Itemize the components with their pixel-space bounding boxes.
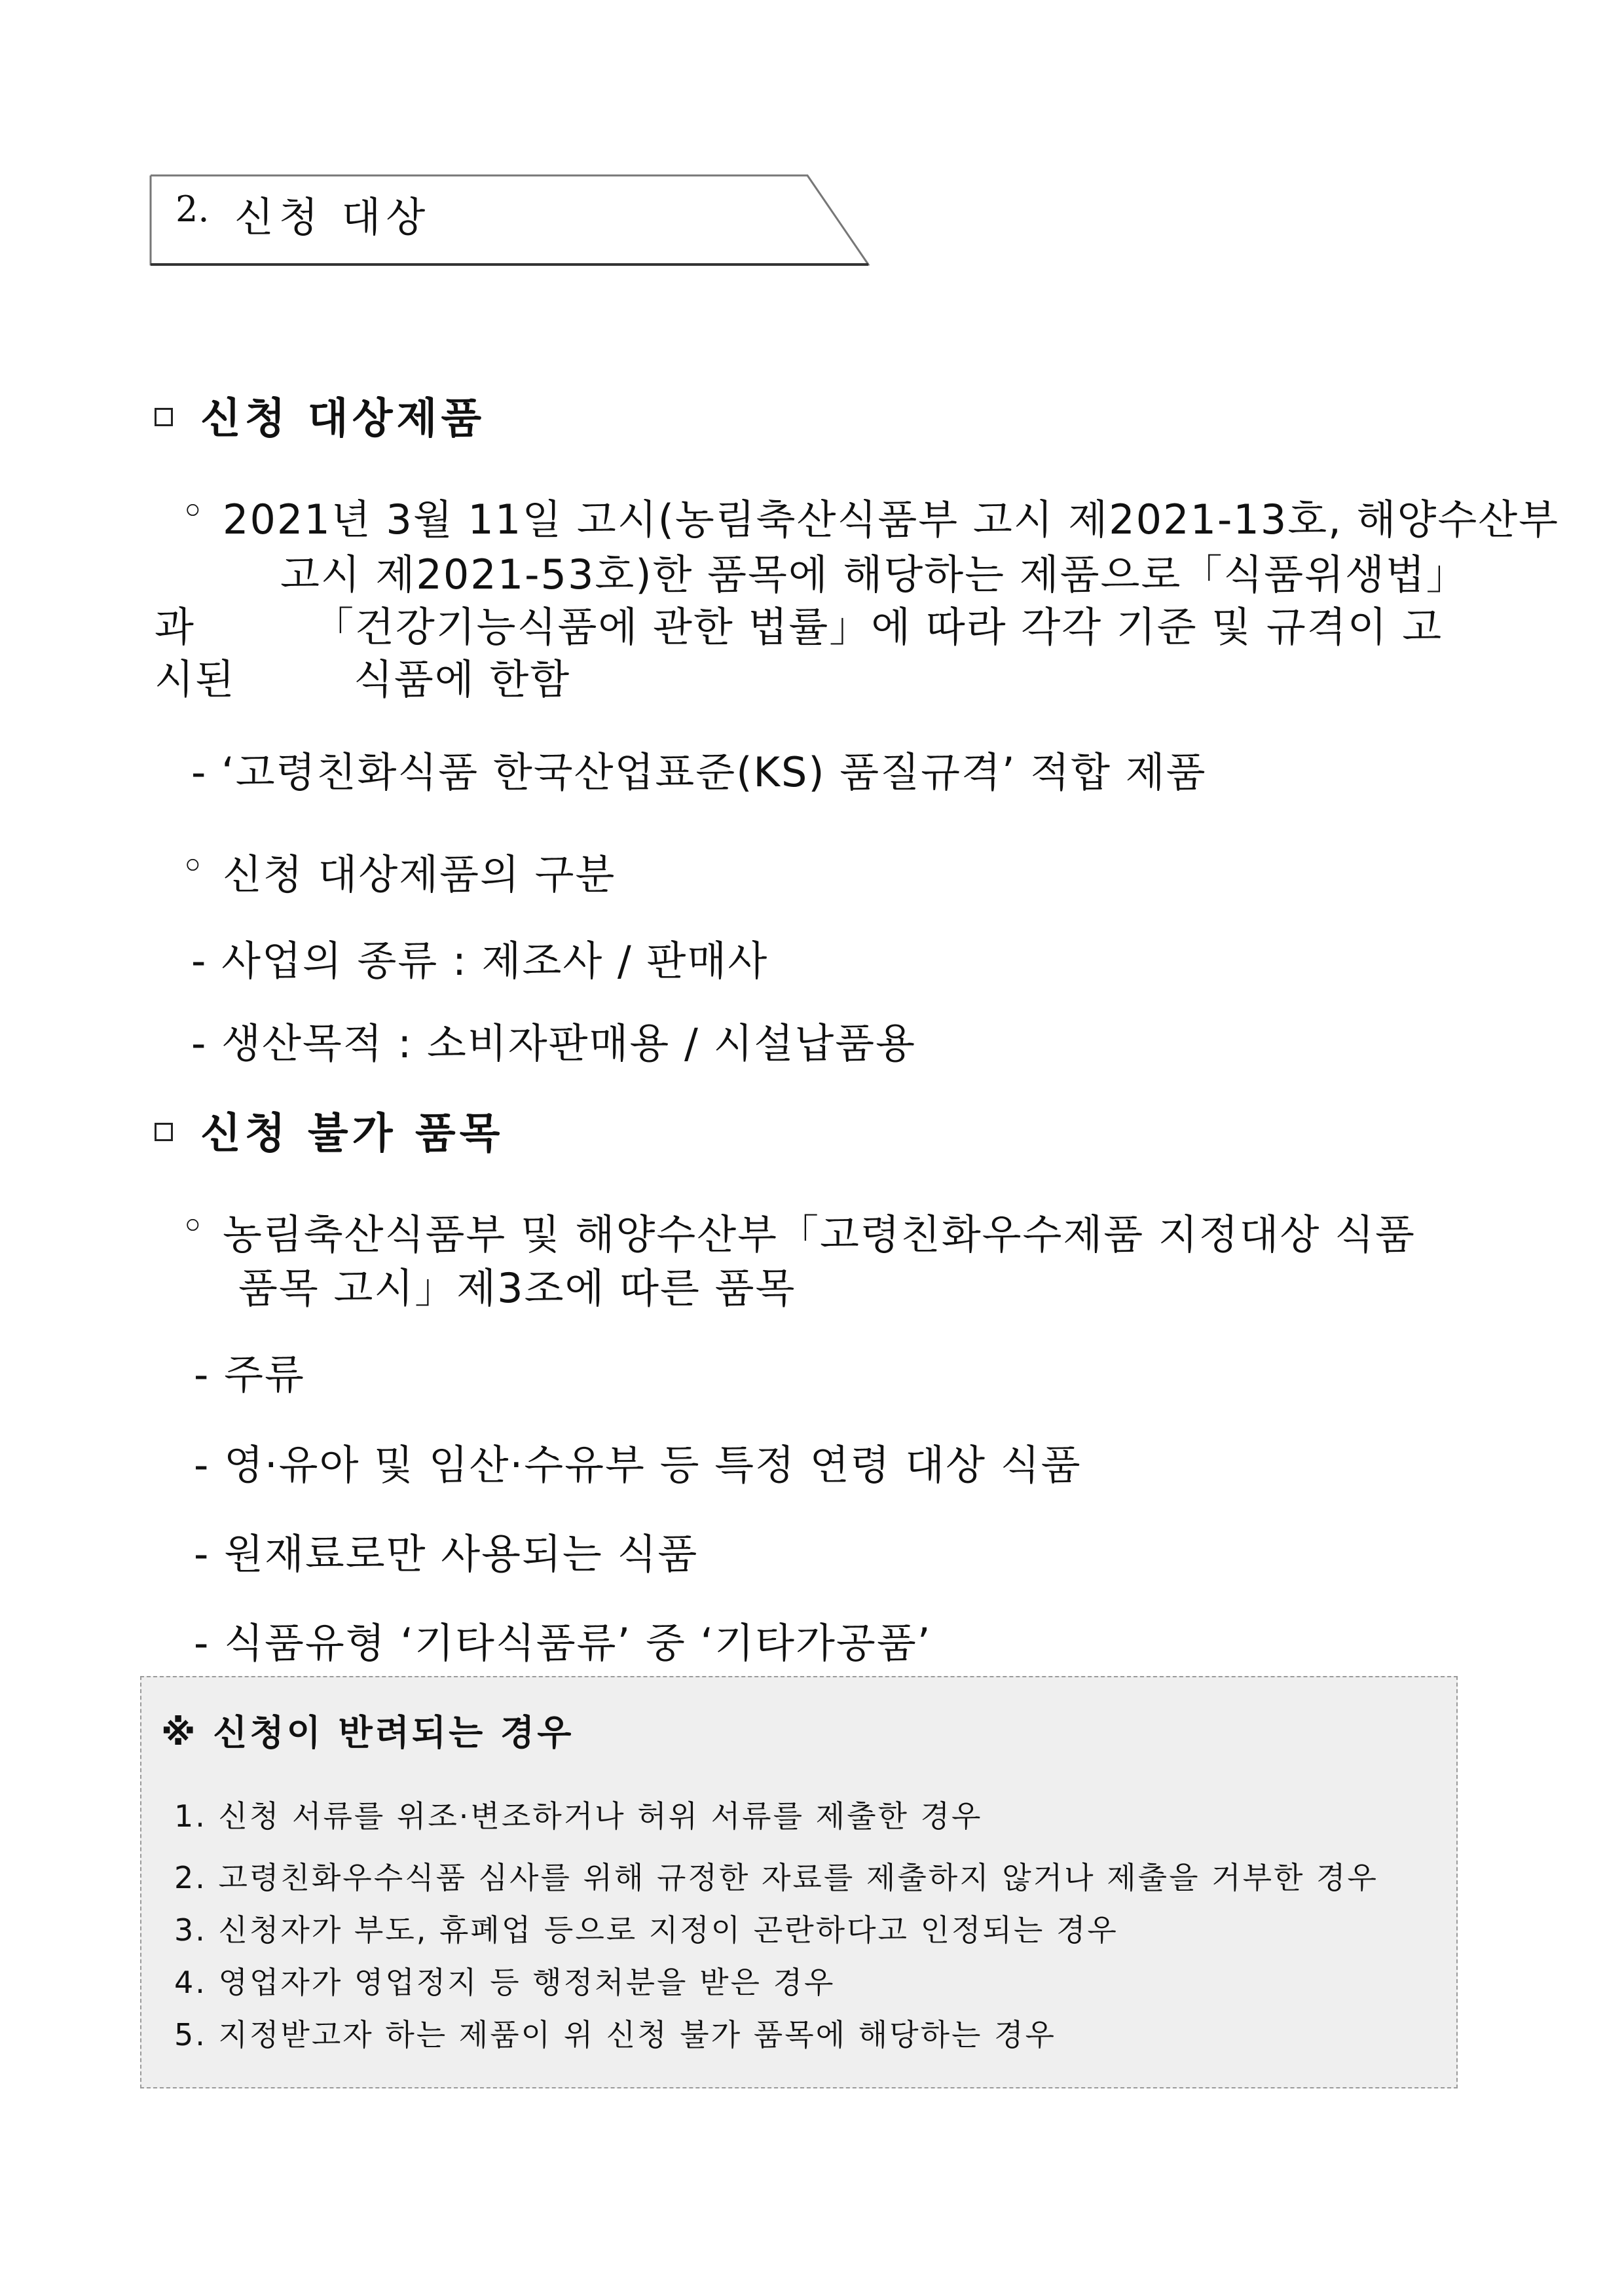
para2-marker: ◦ xyxy=(181,842,206,890)
para1-marker: ◦ xyxy=(181,487,206,535)
notice-item: 4. 영업자가 영업정지 등 행정처분을 받은 경우 xyxy=(174,1965,836,2000)
notice-title: ※ 신청이 반려되는 경우 xyxy=(161,1712,574,1753)
bullet-business-type: - 사업의 종류 : 제조사 / 판매사 xyxy=(191,937,769,985)
section-header-tab xyxy=(149,174,870,266)
para2-text: 신청 대상제품의 구분 xyxy=(223,850,616,898)
excluded-item: - 원재료로만 사용되는 식품 xyxy=(194,1530,699,1578)
square-bullet-icon xyxy=(155,1123,173,1141)
notice-item: 5. 지정받고자 하는 제품이 위 신청 불가 품목에 해당하는 경우 xyxy=(174,2017,1056,2052)
rejection-notice-box xyxy=(140,1676,1458,2088)
para3-line1: 농림축산식품부 및 해양수산부「고령친화우수제품 지정대상 식품 xyxy=(223,1211,1416,1258)
notice-item: 1. 신청 서류를 위조·변조하거나 허위 서류를 제출한 경우 xyxy=(174,1798,983,1834)
heading-excluded-items xyxy=(155,1100,504,1160)
para3-line2: 품목 고시」제3조에 따른 품목 xyxy=(238,1264,796,1312)
excluded-item: - 식품유형 ‘기타식품류’ 중 ‘기타가공품’ xyxy=(194,1619,932,1667)
para1-line1: 2021년 3월 11일 고시(농림축산식품부 고시 제2021-13호, 해양수산부 xyxy=(223,496,1560,543)
para1-line4-start: 시된 xyxy=(155,655,236,703)
notice-item: 3. 신청자가 부도, 휴폐업 등으로 지정이 곤란하다고 인정되는 경우 xyxy=(174,1912,1118,1948)
para3-marker: ◦ xyxy=(181,1202,206,1250)
para1-line4: 식품에 한함 xyxy=(354,655,571,703)
bullet-production-purpose: - 생산목적 : 소비자판매용 / 시설납품용 xyxy=(191,1019,917,1067)
notice-item: 2. 고령친화우수식품 심사를 위해 규정한 자료를 제출하지 않거나 제출을 거부한 경우 xyxy=(174,1860,1378,1895)
para1-line3: 「건강기능식품에 관한 법률」에 따라 각각 기준 및 규격이 고 xyxy=(313,603,1443,651)
excluded-item: - 영·유아 및 임산·수유부 등 특정 연령 대상 식품 xyxy=(194,1441,1082,1489)
para1-line3-start: 과 xyxy=(155,603,195,651)
section-title: 신청 대상 xyxy=(234,193,431,241)
excluded-item: - 주류 xyxy=(194,1351,305,1398)
section-number: 2. xyxy=(175,189,210,230)
heading-target-products-text: 신청 대상제품 xyxy=(200,395,486,443)
square-bullet-icon xyxy=(155,408,173,426)
heading-excluded-items-text: 신청 불가 품목 xyxy=(200,1110,504,1158)
heading-target-products xyxy=(155,385,485,445)
bullet-ks-standard: - ‘고령친화식품 한국산업표준(KS) 품질규격’ 적합 제품 xyxy=(191,748,1207,796)
para1-line2: 고시 제2021-53호)한 품목에 해당하는 제품으로「식품위생법」 xyxy=(280,551,1468,598)
